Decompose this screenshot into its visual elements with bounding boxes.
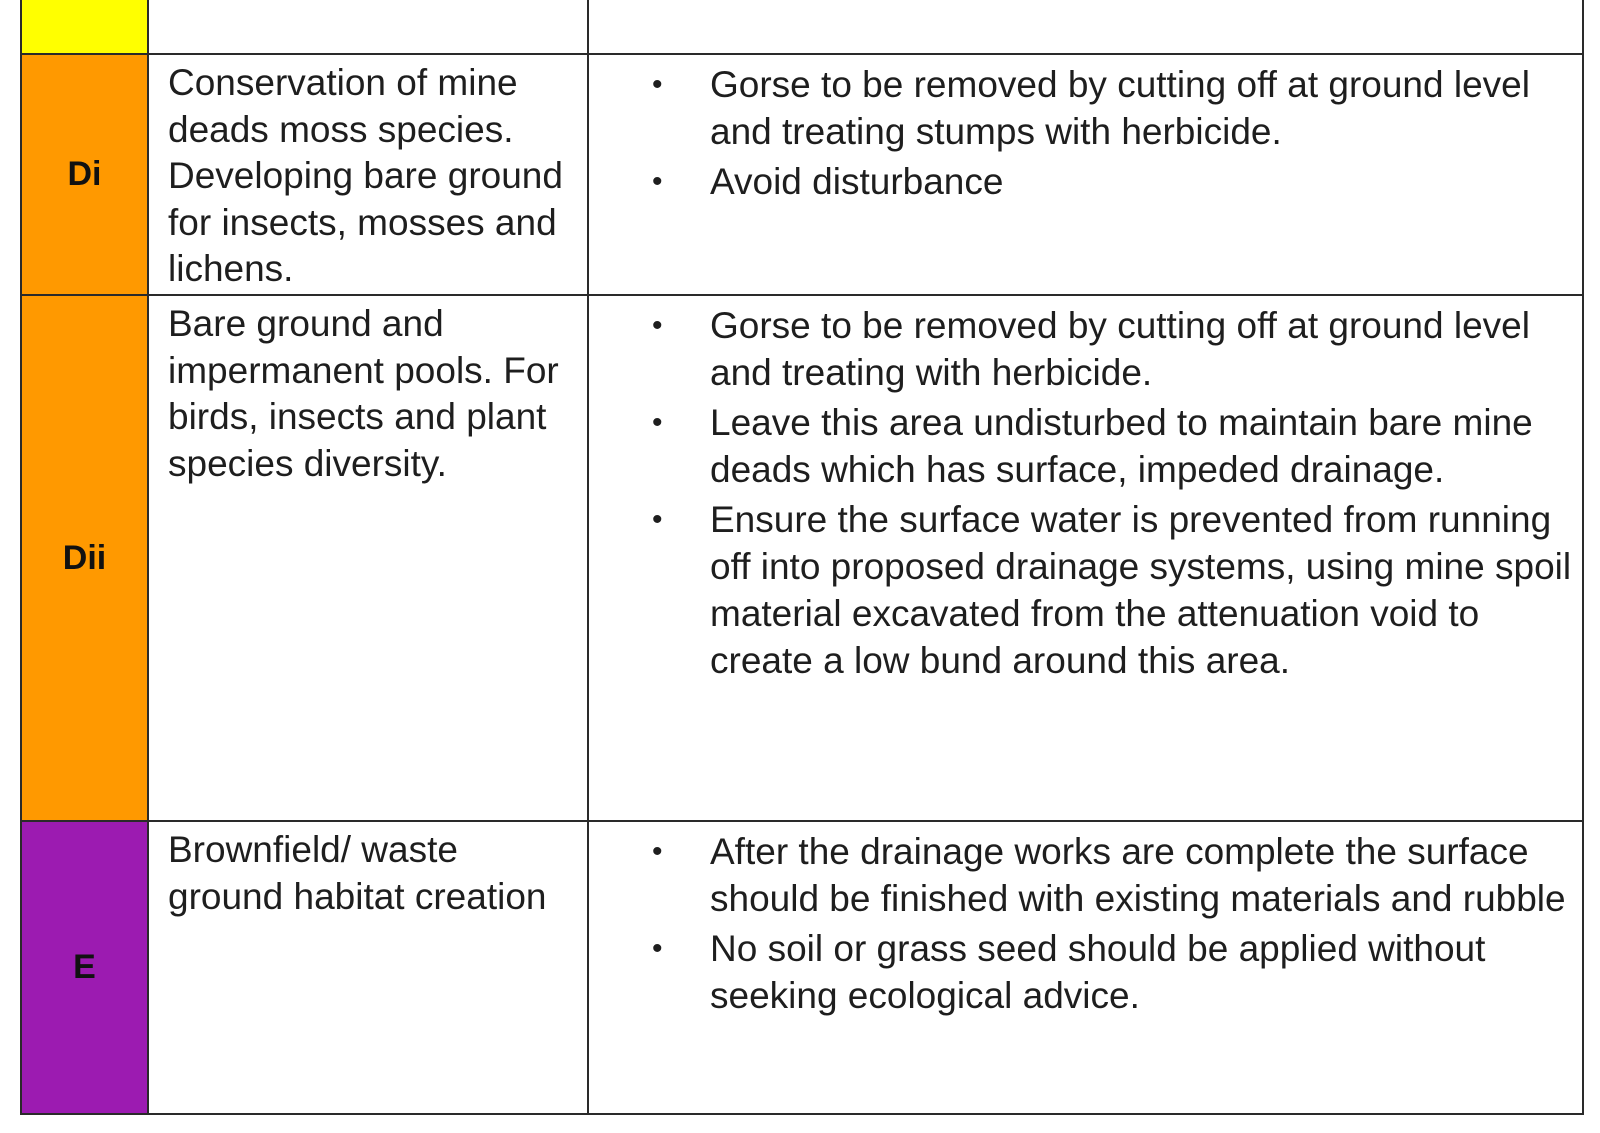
zone-code: Di xyxy=(67,155,102,193)
table-row-dii xyxy=(21,295,1583,821)
action-list xyxy=(589,302,1572,684)
action-list xyxy=(589,61,1572,205)
objective-cell xyxy=(148,0,588,54)
action-item xyxy=(589,496,1572,684)
action-text: Leave this area undisturbed to maintain bare mine deads which has surface, impeded drainage. xyxy=(710,402,1533,490)
action-item xyxy=(589,925,1572,1019)
action-item xyxy=(589,828,1572,922)
action-list xyxy=(589,828,1572,1019)
objective-cell xyxy=(148,54,588,295)
actions-cell xyxy=(588,0,1583,54)
action-item xyxy=(589,302,1572,396)
action-item xyxy=(589,158,1572,205)
action-text: Gorse to be removed by cutting off at ground level and treating with herbicide. xyxy=(710,305,1530,393)
objective-text: Bare ground and impermanent pools. For birds, insects and plant species diversity. xyxy=(168,303,559,484)
action-text: Avoid disturbance xyxy=(710,161,1004,202)
action-text: No soil or grass seed should be applied without seeking ecological advice. xyxy=(710,928,1486,1016)
actions-cell xyxy=(588,295,1583,821)
action-item xyxy=(589,399,1572,493)
zone-code: Dii xyxy=(62,538,107,577)
actions-cell xyxy=(588,54,1583,295)
action-item xyxy=(589,61,1572,155)
bullet-icon: • xyxy=(652,309,663,342)
bullet-icon: • xyxy=(652,835,663,868)
table-row-di xyxy=(21,54,1583,295)
table-row-e xyxy=(21,821,1583,1114)
action-text: Gorse to be removed by cutting off at ground level and treating stumps with herbicide. xyxy=(710,64,1530,152)
objective-text: Brownfield/ waste ground habitat creation xyxy=(168,829,547,917)
action-text: After the drainage works are complete the surface should be finished with existing materials and rubble xyxy=(710,831,1566,919)
bullet-icon: • xyxy=(652,68,663,101)
bullet-icon: • xyxy=(652,406,663,439)
bullet-icon: • xyxy=(652,503,663,536)
zone-code-cell xyxy=(21,0,148,54)
zone-code-cell xyxy=(21,295,148,821)
bullet-icon: • xyxy=(652,932,663,965)
habitat-management-table xyxy=(20,0,1584,1115)
objective-cell xyxy=(148,295,588,821)
actions-cell xyxy=(588,821,1583,1114)
zone-code: E xyxy=(73,948,96,986)
objective-text: Conservation of mine deads moss species. Developing bare ground for insects, mosses and lichens. xyxy=(168,62,563,289)
zone-code-cell xyxy=(21,54,148,295)
table-row-c xyxy=(21,0,1583,54)
action-text: Ensure the surface water is prevented from running off into proposed drainage systems, using mine spoil material excavated from the attenuation void to create a low bund around this area. xyxy=(710,499,1572,681)
zone-code-cell xyxy=(21,821,148,1114)
objective-cell xyxy=(148,821,588,1114)
bullet-icon: • xyxy=(652,165,663,198)
